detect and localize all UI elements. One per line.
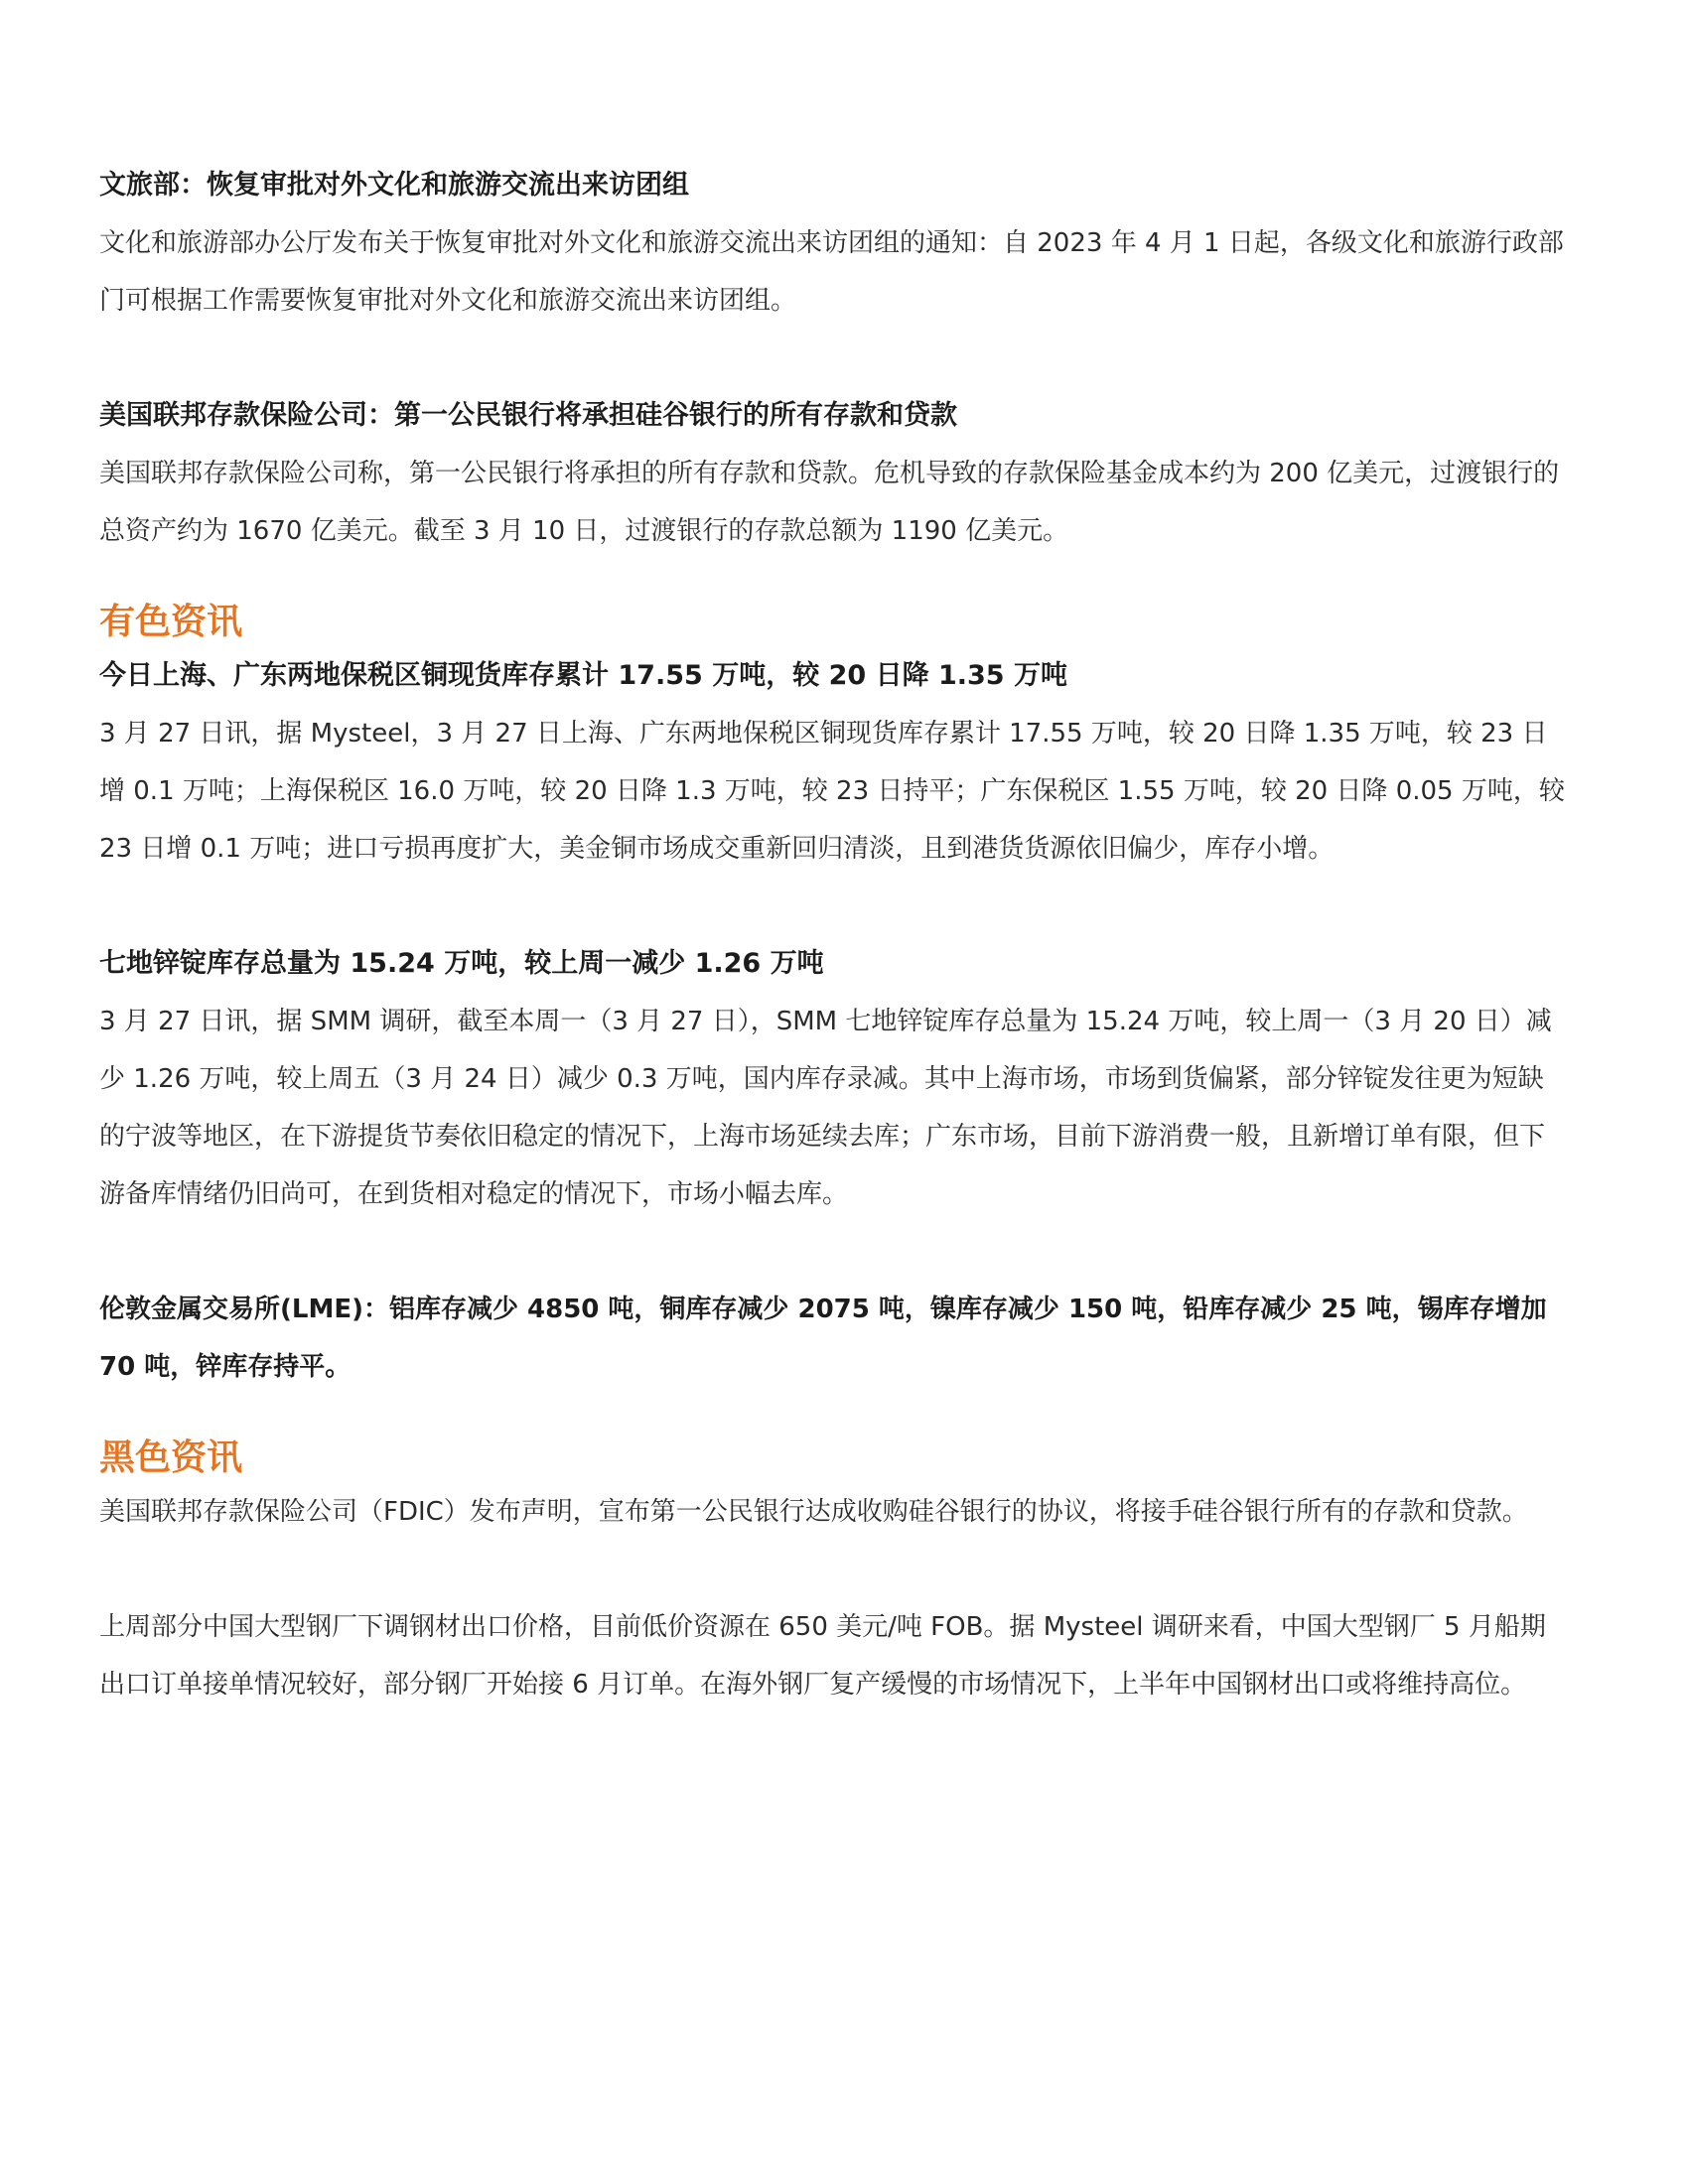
news-item-fdic [99,387,1569,560]
news-title: 美国联邦存款保险公司：第一公民银行将承担硅谷银行的所有存款和贷款 [99,400,957,431]
news-title: 今日上海、广东两地保税区铜现货库存累计 17.55 万吨，较 20 日降 1.35 万吨 [99,660,1067,691]
news-body: 3 月 27 日讯，据 Mysteel，3 月 27 日上海、广东两地保税区铜现货库存累计 17.55 万吨，较 20 日降 1.35 万吨，较 23 日增 0.1 万吨；上海保税区 16.0 万吨，较 20 日降 1.3 万吨，较 23 日持平；广东保税区 1.55 万吨，较 20 日降 0.05 万吨，较 23 日增 0.1 万吨；进口亏损再度扩大，美金铜市场成交重新回归清淡，且到港货货源依旧偏少，库存小增。 [99,719,1565,864]
ferrous-paragraph-fdic: 美国联邦存款保险公司（FDIC）发布声明，宣布第一公民银行达成收购硅谷银行的协议，将接手硅谷银行所有的存款和贷款。 [99,1497,1528,1527]
news-item-zinc-stock [99,935,1569,1223]
news-title: 文旅部：恢复审批对外文化和旅游交流出来访团组 [99,170,689,201]
section-heading-ferrous: 黑色资讯 [99,1437,243,1478]
ferrous-paragraph-steel-export: 上周部分中国大型钢厂下调钢材出口价格，目前低价资源在 650 美元/吨 FOB。据 Mysteel 调研来看，中国大型钢厂 5 月船期出口订单接单情况较好，部分钢厂开始接 6 月订单。在海外钢厂复产缓慢的市场情况下，上半年中国钢材出口或将维持高位。 [99,1612,1546,1700]
news-item-culture-tourism [99,157,1569,330]
news-item-copper-stock [99,647,1569,878]
document-page [99,157,1569,1713]
news-body: 美国联邦存款保险公司称，第一公民银行将承担的所有存款和贷款。危机导致的存款保险基金成本约为 200 亿美元，过渡银行的总资产约为 1670 亿美元。截至 3 月 10 日，过渡银行的存款总额为 1190 亿美元。 [99,459,1560,546]
lme-inventory-summary: 伦敦金属交易所(LME)：铝库存减少 4850 吨，铜库存减少 2075 吨，镍库存减少 150 吨，铅库存减少 25 吨，锡库存增加 70 吨，锌库存持平。 [99,1295,1547,1382]
section-heading-nonferrous: 有色资讯 [99,602,243,642]
news-title: 七地锌锭库存总量为 15.24 万吨，较上周一减少 1.26 万吨 [99,948,824,979]
news-body: 3 月 27 日讯，据 SMM 调研，截至本周一（3 月 27 日），SMM 七地锌锭库存总量为 15.24 万吨，较上周一（3 月 20 日）减少 1.26 万吨，较上周五（3 月 24 日）减少 0.3 万吨，国内库存录减。其中上海市场，市场到货偏紧，部分锌锭发往更为短缺的宁波等地区，在下游提货节奏依旧稳定的情况下，上海市场延续去库；广东市场，目前下游消费一般，且新增订单有限，但下游备库情绪仍旧尚可，在到货相对稳定的情况下，市场小幅去库。 [99,1007,1552,1209]
news-body: 文化和旅游部办公厅发布关于恢复审批对外文化和旅游交流出来访团组的通知：自 2023 年 4 月 1 日起，各级文化和旅游行政部门可根据工作需要恢复审批对外文化和旅游交流出来访团组。 [99,228,1564,316]
